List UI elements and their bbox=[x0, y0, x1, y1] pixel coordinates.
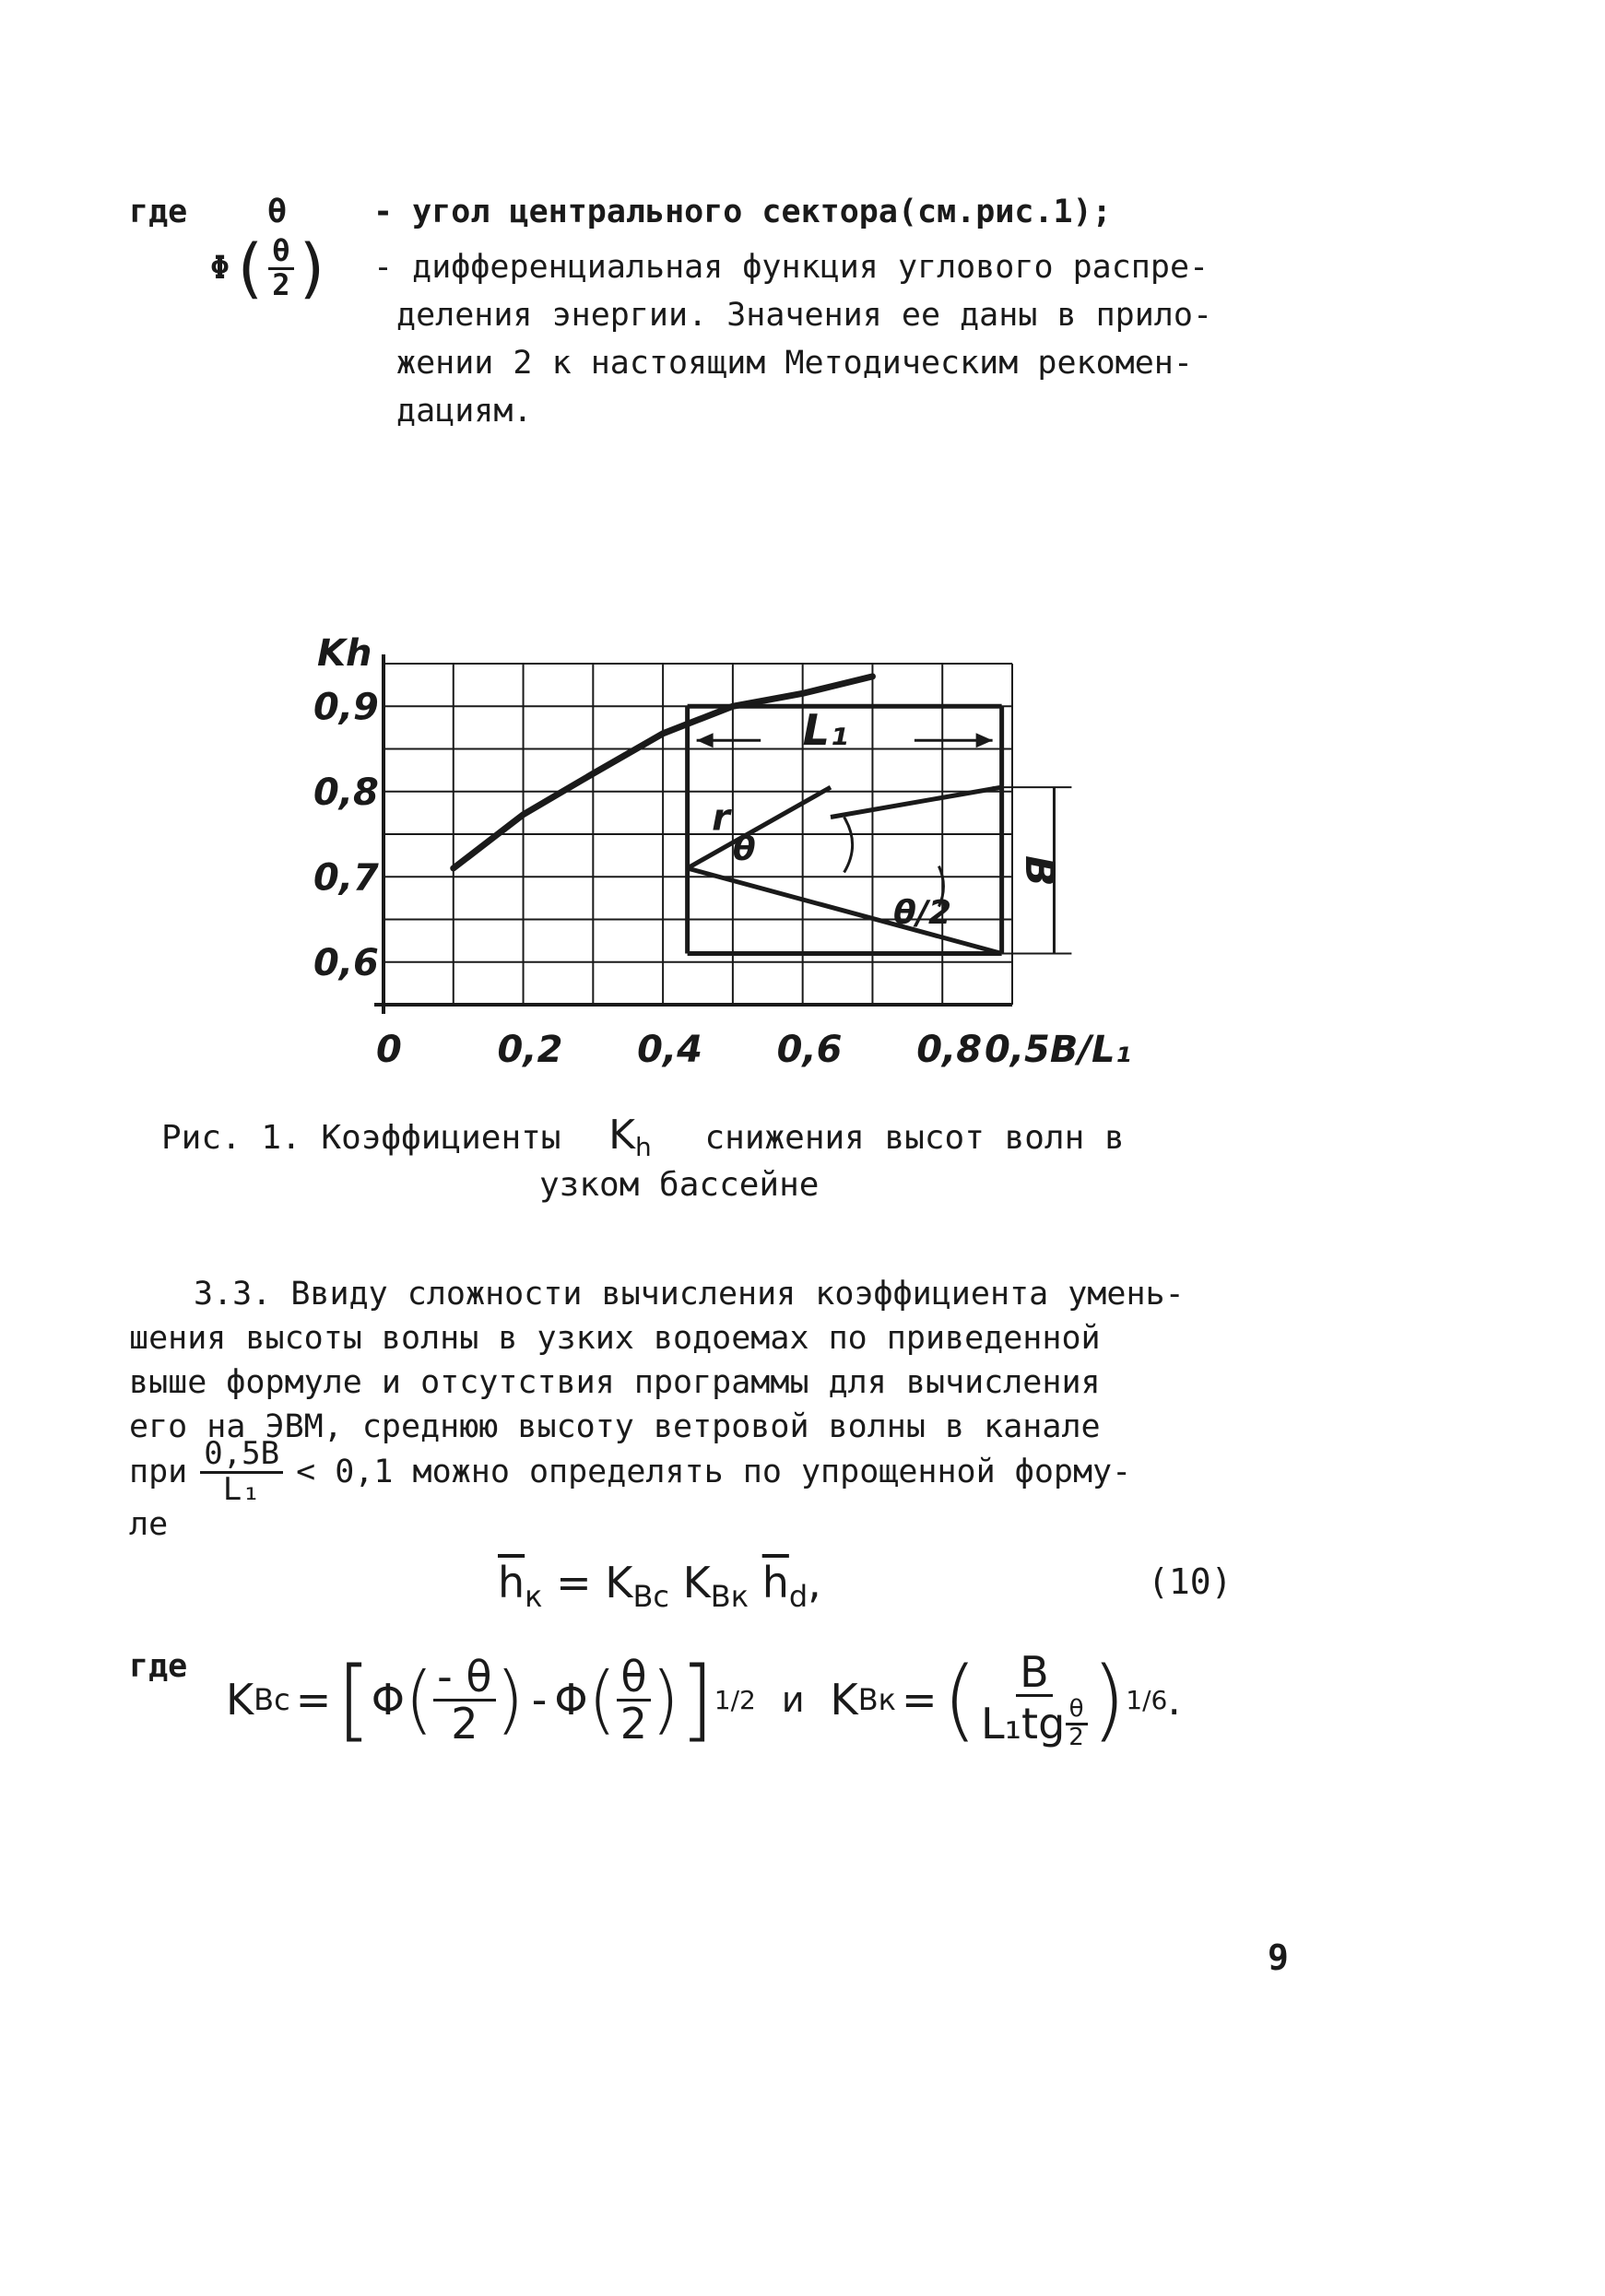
x-tick-label: 0 bbox=[376, 1029, 402, 1069]
where-label: где bbox=[129, 194, 188, 230]
annotation-l1: L₁ bbox=[802, 704, 849, 755]
l1-arrowhead-left bbox=[697, 733, 714, 748]
equation-10: $\overline{h}_к = K_{Bc}$ $K_{Bк}$ $\overline{h}_d$, bbox=[498, 1558, 821, 1615]
x-tick-label: 0,2 bbox=[497, 1029, 563, 1069]
figure-caption-line-2: узком бассейне bbox=[539, 1166, 820, 1204]
y-tick-label: 0,7 bbox=[313, 856, 379, 900]
x-tick-label: 0,4 bbox=[637, 1029, 702, 1069]
y-tick-label: 0,6 bbox=[313, 941, 379, 984]
phi-desc-line-3: жении 2 к настоящим Методическим рекомен- bbox=[396, 345, 1193, 382]
para-line-5: при $\frac{0,5B}{\text{L₁}}$ < 0,1 можно определять по упрощенной форму- bbox=[129, 1435, 1132, 1508]
figure-caption-line-1: Рис. 1. Коэффициенты $K_h$ снижения высот волн в bbox=[161, 1112, 1125, 1163]
where-label-2: где bbox=[129, 1648, 188, 1685]
condition-fraction: $\frac{0,5B}{\text{L₁}}$ bbox=[200, 1438, 283, 1506]
ray-lower bbox=[688, 868, 1002, 954]
para-line-3: выше формуле и отсутствия программы для вычисления bbox=[129, 1364, 1101, 1401]
x-tick-label: 0,8 bbox=[916, 1029, 983, 1069]
annotation-half-theta: θ/2 bbox=[893, 894, 952, 933]
phi-desc-line-2: деления энергии. Значения ее даны в прило- bbox=[396, 297, 1213, 334]
channel-sketch bbox=[688, 705, 1072, 954]
para-line-4: его на ЭВМ, среднюю высоту ветровой волны в канале bbox=[129, 1408, 1101, 1445]
kh-chart bbox=[295, 636, 1180, 1069]
phi-desc-line-4: дациям. bbox=[396, 393, 533, 430]
theta-arc bbox=[844, 818, 853, 873]
phi-expression: Φ ( $\frac{\theta}{2}$ ) bbox=[210, 230, 333, 307]
x-tick-label: 0,6 bbox=[776, 1029, 843, 1069]
equation-number: (10) bbox=[1148, 1561, 1233, 1602]
y-axis-label: Kh bbox=[317, 636, 372, 675]
y-tick-label: 0,9 bbox=[313, 686, 379, 729]
para-line-1: 3.3. Ввиду сложности вычисления коэффициента умень- bbox=[194, 1276, 1185, 1313]
annotation-theta: θ bbox=[732, 830, 756, 868]
phi-desc-line-1: - дифференциальная функция углового распре- bbox=[373, 249, 1210, 286]
l1-arrowhead-right bbox=[976, 733, 993, 748]
annotation-r: r bbox=[712, 796, 730, 840]
ray-r bbox=[688, 787, 831, 868]
annotation-b: B bbox=[1016, 855, 1064, 887]
page-number: 9 bbox=[1268, 1937, 1289, 1978]
x-axis-label: 0,5B/L₁ bbox=[985, 1029, 1131, 1069]
para-line-6: ле bbox=[129, 1506, 169, 1543]
equation-kbc-kbk: K Bc = [ Φ ( $\frac{- \theta}{2}$ ) - Φ ( $\frac{\theta}{2}$ ) ] 1/2 и K Bк = ( B L₁tg $\frac{\theta}{2}$ ) 1/6 . bbox=[226, 1647, 1181, 1752]
theta-description: - угол центрального сектора(см.рис.1); bbox=[373, 194, 1112, 230]
phi-symbol: Φ bbox=[210, 250, 230, 288]
para-line-2: шения высоты волны в узких водоемах по приведенной bbox=[129, 1320, 1101, 1357]
theta-symbol: θ bbox=[267, 194, 288, 230]
y-tick-label: 0,8 bbox=[313, 771, 379, 814]
